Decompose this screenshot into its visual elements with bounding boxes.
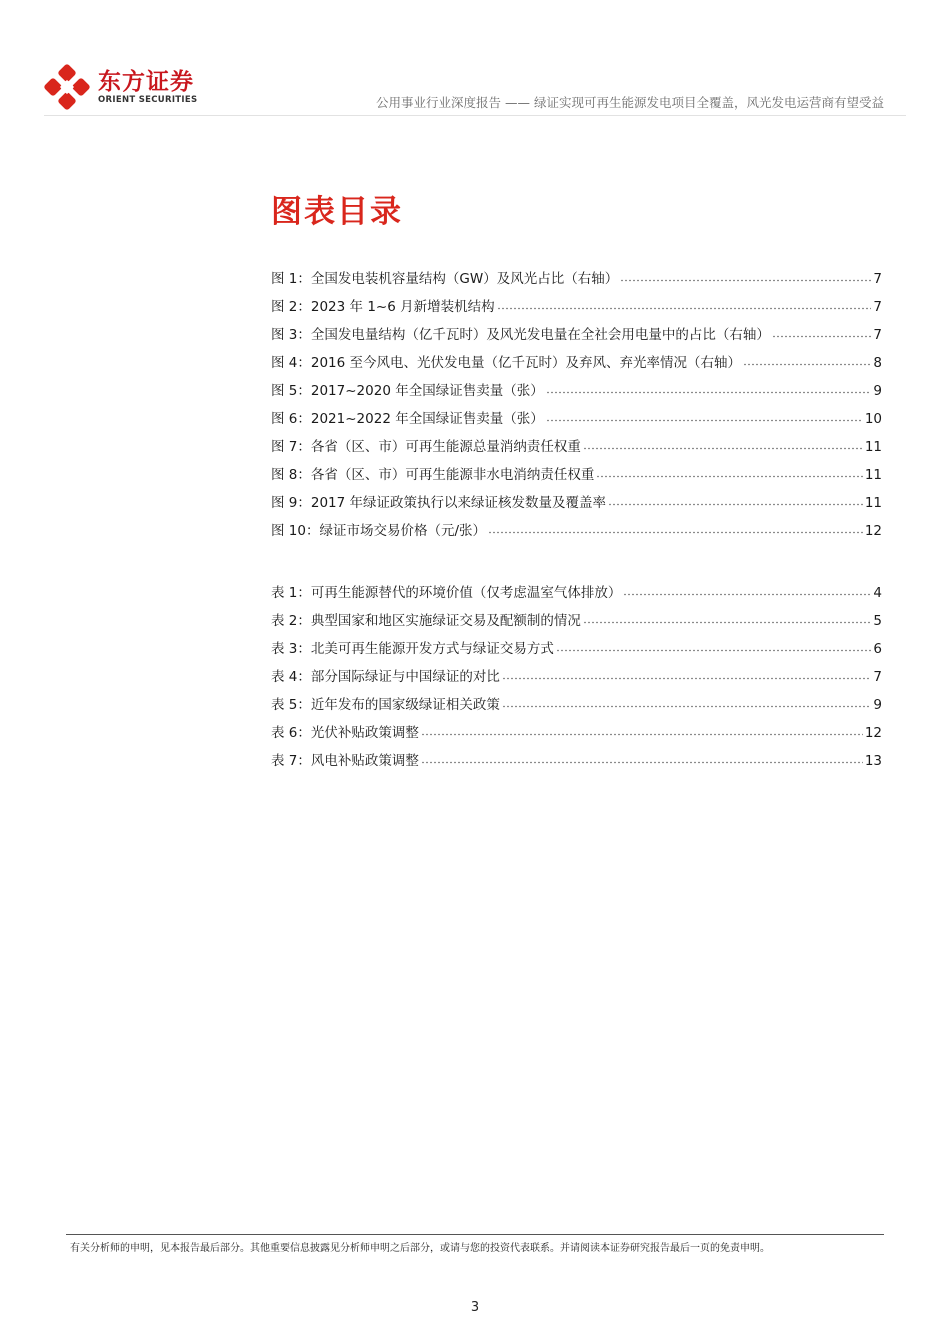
toc-entry-figure-9[interactable] bbox=[271, 491, 882, 519]
toc-entry-label: 图 1：全国发电装机容量结构（GW）及风光占比（右轴） bbox=[271, 271, 619, 287]
toc-entry-label: 表 3：北美可再生能源开发方式与绿证交易方式 bbox=[271, 641, 554, 657]
dot-leader bbox=[502, 667, 872, 681]
toc-entry-table-4[interactable] bbox=[271, 665, 882, 693]
toc-entry-label: 图 7：各省（区、市）可再生能源总量消纳责任权重 bbox=[271, 439, 581, 455]
dot-leader bbox=[620, 269, 871, 283]
toc-entry-figure-3[interactable] bbox=[271, 323, 882, 351]
toc-entry-page: 11 bbox=[864, 439, 882, 455]
toc-entry-page: 10 bbox=[864, 411, 882, 427]
footer-disclaimer: 有关分析师的申明，见本报告最后部分。其他重要信息披露见分析师申明之后部分，或请与您的投资代表联系。并请阅读本证券研究报告最后一页的免责申明。 bbox=[70, 1243, 770, 1254]
toc-entry-figure-8[interactable] bbox=[271, 463, 882, 491]
dot-leader bbox=[596, 465, 862, 479]
toc-entry-label: 图 3：全国发电量结构（亿千瓦时）及风光发电量在全社会用电量中的占比（右轴） bbox=[271, 327, 770, 343]
dot-leader bbox=[772, 325, 872, 339]
toc-entry-label: 表 7：风电补贴政策调整 bbox=[271, 753, 419, 769]
toc-entry-label: 图 6：2021~2022 年全国绿证售卖量（张） bbox=[271, 411, 544, 427]
toc-entry-table-6[interactable] bbox=[271, 721, 882, 749]
toc-entry-label: 图 8：各省（区、市）可再生能源非水电消纳责任权重 bbox=[271, 467, 595, 483]
toc-entry-label: 图 5：2017~2020 年全国绿证售卖量（张） bbox=[271, 383, 544, 399]
toc-entry-page: 7 bbox=[873, 669, 882, 685]
toc-entry-figure-7[interactable] bbox=[271, 435, 882, 463]
dot-leader bbox=[556, 639, 872, 653]
dot-leader bbox=[488, 521, 863, 535]
toc-entry-label: 表 1：可再生能源替代的环境价值（仅考虑温室气体排放） bbox=[271, 585, 622, 601]
dot-leader bbox=[546, 409, 863, 423]
toc-entry-label: 表 4：部分国际绿证与中国绿证的对比 bbox=[271, 669, 500, 685]
toc-entry-figure-5[interactable] bbox=[271, 379, 882, 407]
toc-entry-label: 表 2：典型国家和地区实施绿证交易及配额制的情况 bbox=[271, 613, 581, 629]
toc-entry-table-1[interactable] bbox=[271, 581, 882, 609]
toc-heading: 图表目录 bbox=[271, 194, 403, 230]
toc-entry-label: 表 6：光伏补贴政策调整 bbox=[271, 725, 419, 741]
company-logo bbox=[44, 64, 197, 110]
toc-entry-table-3[interactable] bbox=[271, 637, 882, 665]
toc-entry-page: 7 bbox=[873, 271, 882, 287]
toc-entry-page: 12 bbox=[864, 523, 882, 539]
toc-entry-table-5[interactable] bbox=[271, 693, 882, 721]
toc-entry-page: 13 bbox=[864, 753, 882, 769]
dot-leader bbox=[421, 751, 863, 765]
toc-entry-page: 4 bbox=[873, 585, 882, 601]
toc-entry-page: 9 bbox=[873, 697, 882, 713]
toc-entry-page: 6 bbox=[873, 641, 882, 657]
dot-leader bbox=[743, 353, 871, 367]
toc-entry-table-2[interactable] bbox=[271, 609, 882, 637]
header-divider bbox=[44, 115, 906, 116]
toc-entry-table-7[interactable] bbox=[271, 749, 882, 777]
page-number: 3 bbox=[470, 1300, 480, 1315]
toc-entry-label: 图 4：2016 至今风电、光伏发电量（亿千瓦时）及弃风、弃光率情况（右轴） bbox=[271, 355, 742, 371]
dot-leader bbox=[583, 437, 863, 451]
toc-entry-page: 8 bbox=[873, 355, 882, 371]
toc-entry-label: 图 10：绿证市场交易价格（元/张） bbox=[271, 523, 487, 539]
logo-name-en: ORIENT SECURITIES bbox=[98, 94, 198, 105]
table-list bbox=[271, 581, 882, 777]
toc-entry-page: 7 bbox=[873, 299, 882, 315]
toc-entry-page: 9 bbox=[873, 383, 882, 399]
dot-leader bbox=[497, 297, 872, 311]
dot-leader bbox=[502, 695, 872, 709]
report-title: 公用事业行业深度报告 —— 绿证实现可再生能源发电项目全覆盖，风光发电运营商有望受益 bbox=[376, 95, 884, 110]
toc-entry-figure-1[interactable] bbox=[271, 267, 882, 295]
dot-leader bbox=[546, 381, 872, 395]
orient-logo-icon bbox=[44, 64, 90, 110]
toc-entry-label: 图 2：2023 年 1~6 月新增装机结构 bbox=[271, 299, 495, 315]
toc-entry-page: 12 bbox=[864, 725, 882, 741]
toc-entry-page: 11 bbox=[864, 467, 882, 483]
dot-leader bbox=[623, 583, 871, 597]
toc-entry-page: 7 bbox=[873, 327, 882, 343]
footer-divider bbox=[66, 1234, 884, 1235]
dot-leader bbox=[583, 611, 872, 625]
dot-leader bbox=[608, 493, 863, 507]
logo-name-cn: 东方证券 bbox=[98, 68, 194, 95]
toc-entry-figure-2[interactable] bbox=[271, 295, 882, 323]
toc-entry-label: 图 9：2017 年绿证政策执行以来绿证核发数量及覆盖率 bbox=[271, 495, 607, 511]
toc-entry-figure-6[interactable] bbox=[271, 407, 882, 435]
dot-leader bbox=[421, 723, 863, 737]
toc-entry-page: 5 bbox=[873, 613, 882, 629]
toc-entry-figure-4[interactable] bbox=[271, 351, 882, 379]
toc-entry-label: 表 5：近年发布的国家级绿证相关政策 bbox=[271, 697, 500, 713]
toc-entry-page: 11 bbox=[864, 495, 882, 511]
figure-list bbox=[271, 267, 882, 547]
toc-entry-figure-10[interactable] bbox=[271, 519, 882, 547]
